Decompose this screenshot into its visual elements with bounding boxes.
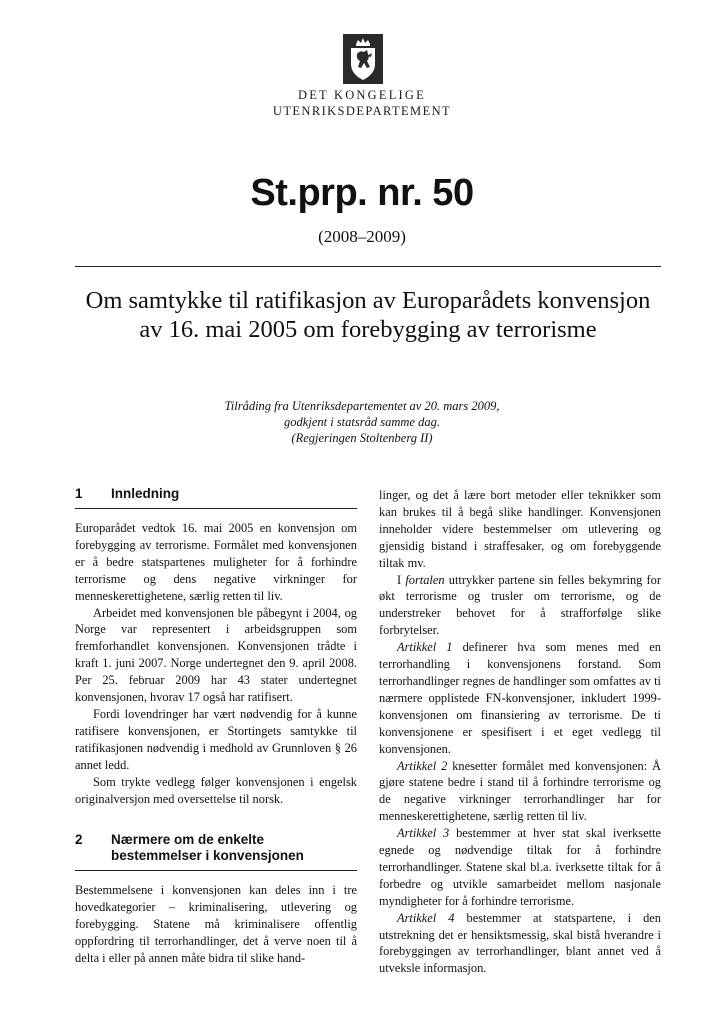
paragraph: Som trykte vedlegg følger konvensjonen i engelsk originalversjon med oversettelse til norsk. — [75, 774, 357, 806]
text-run: I — [397, 572, 406, 587]
divider — [75, 266, 661, 267]
paragraph — [379, 825, 661, 910]
paragraph: Bestemmelsene i konvensjonen kan deles inn i tre hovedkategorier – kriminalisering, utlevering og forebygging. Statene må kriminalisere offentlig oppfordring til terrorhandlinger, det å verve noen til å delta i eller på annen måte bidra til slike hand- — [75, 883, 357, 966]
emphasis: Artikkel 2 — [397, 758, 448, 773]
ministry-name-line2: UTENRIKSDEPARTEMENT — [272, 104, 452, 118]
document-session: (2008–2009) — [318, 227, 406, 246]
text-run: bestemmer at hver stat skal iverksette egnede og nødvendige tiltak for å forhindre terrorhandlinger. Statene skal bl.a. iverksette tiltak for å forbedre og utvikle samarbeidet mellom nasjonale myndigheter for å forhindre terrorisme. — [379, 826, 661, 908]
paragraph — [379, 572, 661, 640]
emphasis: Artikkel 4 — [397, 910, 455, 925]
section-title: Innledning — [111, 486, 180, 501]
paragraph — [379, 910, 661, 978]
emphasis: Artikkel 3 — [397, 826, 450, 841]
paragraph — [379, 758, 661, 826]
paragraph: Fordi lovendringer har vært nødvendig for å kunne ratifisere konvensjonen, er Stortingets samtykke til ratifikasjonen nødvendig i medhold av Grunnloven § 26 annet ledd. — [75, 706, 357, 772]
recommendation-line: Tilråding fra Utenriksdepartementet av 20. mars 2009, — [224, 399, 500, 413]
section-heading-1 — [75, 486, 357, 509]
text-run: uttrykker partene sin felles bekymring for økt terrorisme og trusler om terrorisme, og de understreker behovet for å strafforfølge slike forbrytelser. — [379, 572, 661, 638]
ministry-name-line1: DET KONGELIGE — [297, 88, 426, 102]
left-column — [75, 486, 357, 967]
section-number: 1 — [75, 486, 83, 501]
paragraph — [379, 639, 661, 757]
emphasis: Artikkel 1 — [397, 640, 453, 655]
paragraph: Europarådet vedtok 16. mai 2005 en konvensjon om forebygging av terrorisme. Formålet med konvensjonen er å bedre statspartenes muligheter for å forhindre terrorisme og dens negative virkninger for menneskerettighetene, særlig retten til liv. — [75, 521, 357, 603]
recommendation-line: (Regjeringen Stoltenberg II) — [291, 431, 433, 445]
paragraph: Arbeidet med konvensjonen ble påbegynt i 2004, og Norge var representert i arbeidsgruppen som fremforhandlet konvensjonen. Konvensjonen trådte i kraft 1. juni 2007. Norge undertegnet den 9. april 2008. Per 25. februar 2009 har 43 stater undertegnet konvensjonen, hvorav 17 også har ratifisert. — [75, 605, 357, 705]
emphasis: fortalen — [405, 572, 445, 587]
section-number: 2 — [75, 832, 83, 848]
paragraph: linger, og det å lære bort metoder eller teknikker som kan brukes til å begå slike handlinger. Konvensjonen inneholder videre bestemmelser om utlevering og gjensidig bistand i straffesaker, og om forebyggende tiltak mv. — [379, 488, 661, 570]
recommendation-line: godkjent i statsråd samme dag. — [284, 415, 440, 429]
main-title: Om samtykke til ratifikasjon av Europarådets konvensjon av 16. mai 2005 om forebygging av terrorisme — [85, 287, 651, 343]
section-heading-2 — [75, 832, 357, 871]
right-column — [379, 487, 661, 977]
recommendation-note — [0, 398, 724, 446]
document-title: St.prp. nr. 50 — [250, 172, 474, 214]
section-title: Nærmere om de enkelte bestemmelser i konvensjonen — [111, 832, 304, 864]
text-run: knesetter formålet med konvensjonen: Å gjøre statene bedre i stand til å forhindre terrorisme og de negative virkninger terrorhandlinger har for menneskerettighetene, særlig retten til liv. — [379, 758, 662, 824]
text-run: definerer hva som menes med en terrorhandling i konvensjonens forstand. Som terrorhandlinger regnes de handlinger som omfattes av ti nærmere opplistede FN-konvensjoner, inkludert 1999-konvensjonen om finansiering av terrorisme. De ti konvensjonene er spesifisert i et eget vedlegg til konvensjonen. — [379, 640, 661, 756]
text-run: bestemmer at statspartene, i den utstrekning det er hensiktsmessig, skal bistå hverandre i forebyggingen av terrorhandlinger, blant annet ved å utveksle informasjon. — [379, 910, 661, 976]
norwegian-coat-of-arms-icon — [343, 34, 383, 84]
